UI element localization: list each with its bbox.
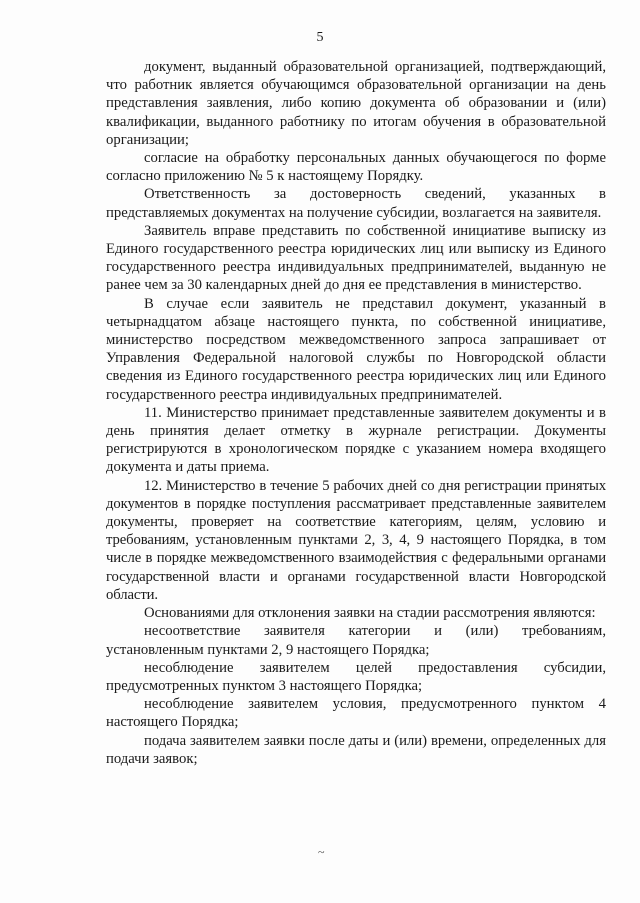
scan-mark: ~ [318,845,325,859]
paragraph: документ, выданный образовательной организацией, подтверждающий, что работник является обучающимся образовательной организации на день представления заявления, либо копию документа об образовании и (или) квалификации, выданного работнику по итогам обучения в образовательной организации; [106,59,606,148]
paragraph: несоблюдение заявителем целей предоставления субсидии, предусмотренных пунктом 3 настоящего Порядка; [106,659,606,694]
paragraph: согласие на обработку персональных данных обучающегося по форме согласно приложению № 5 к настоящему Порядку. [106,150,606,185]
paragraph: Ответственность за достоверность сведений, указанных в представляемых документах на получение субсидии, возлагается на заявителя. [106,186,606,221]
paragraph: Заявитель вправе представить по собственной инициативе выписку из Единого государственного реестра юридических лиц или выписку из Единого государственного реестра индивидуальных предпринимателей, выданную не ранее чем за 30 календарных дней до дня ее представления в министерство. [106,222,606,294]
paragraph: несоответствие заявителя категории и (или) требованиям, установленным пунктами 2, 9 настоящего Порядка; [106,623,606,658]
paragraph: В случае если заявитель не представил документ, указанный в четырнадцатом абзаце настоящего пункта, по собственной инициативе, министерство посредством межведомственного запроса запрашивает от Управления Федеральной налоговой службы по Новгородской области сведения из Единого государственного реестра юридических лиц или Единого государственного реестра индивидуальных предпринимателей. [106,295,606,403]
paragraph: Основаниями для отклонения заявки на стадии рассмотрения являются: [144,605,596,622]
document-body [106,58,606,768]
paragraph: подача заявителем заявки после даты и (или) времени, определенных для подачи заявок; [106,732,606,767]
paragraph: 12. Министерство в течение 5 рабочих дней со дня регистрации принятых документов в порядке поступления рассматривает представленные заявителем документы, проверяет на соответствие категориям, целям, условию и требованиям, установленным пунктами 2, 3, 4, 9 настоящего Порядка, в том числе в порядке межведомственного взаимодействия с федеральными органами государственной власти и органами государственной власти Новгородской области. [106,477,606,603]
page-number: 5 [316,30,324,45]
paragraph: несоблюдение заявителем условия, предусмотренного пунктом 4 настоящего Порядка; [106,696,606,731]
paragraph: 11. Министерство принимает представленные заявителем документы и в день принятия делает отметку в журнале регистрации. Документы регистрируются в хронологическом порядке с указанием номера входящего документа и даты приема. [106,404,606,476]
